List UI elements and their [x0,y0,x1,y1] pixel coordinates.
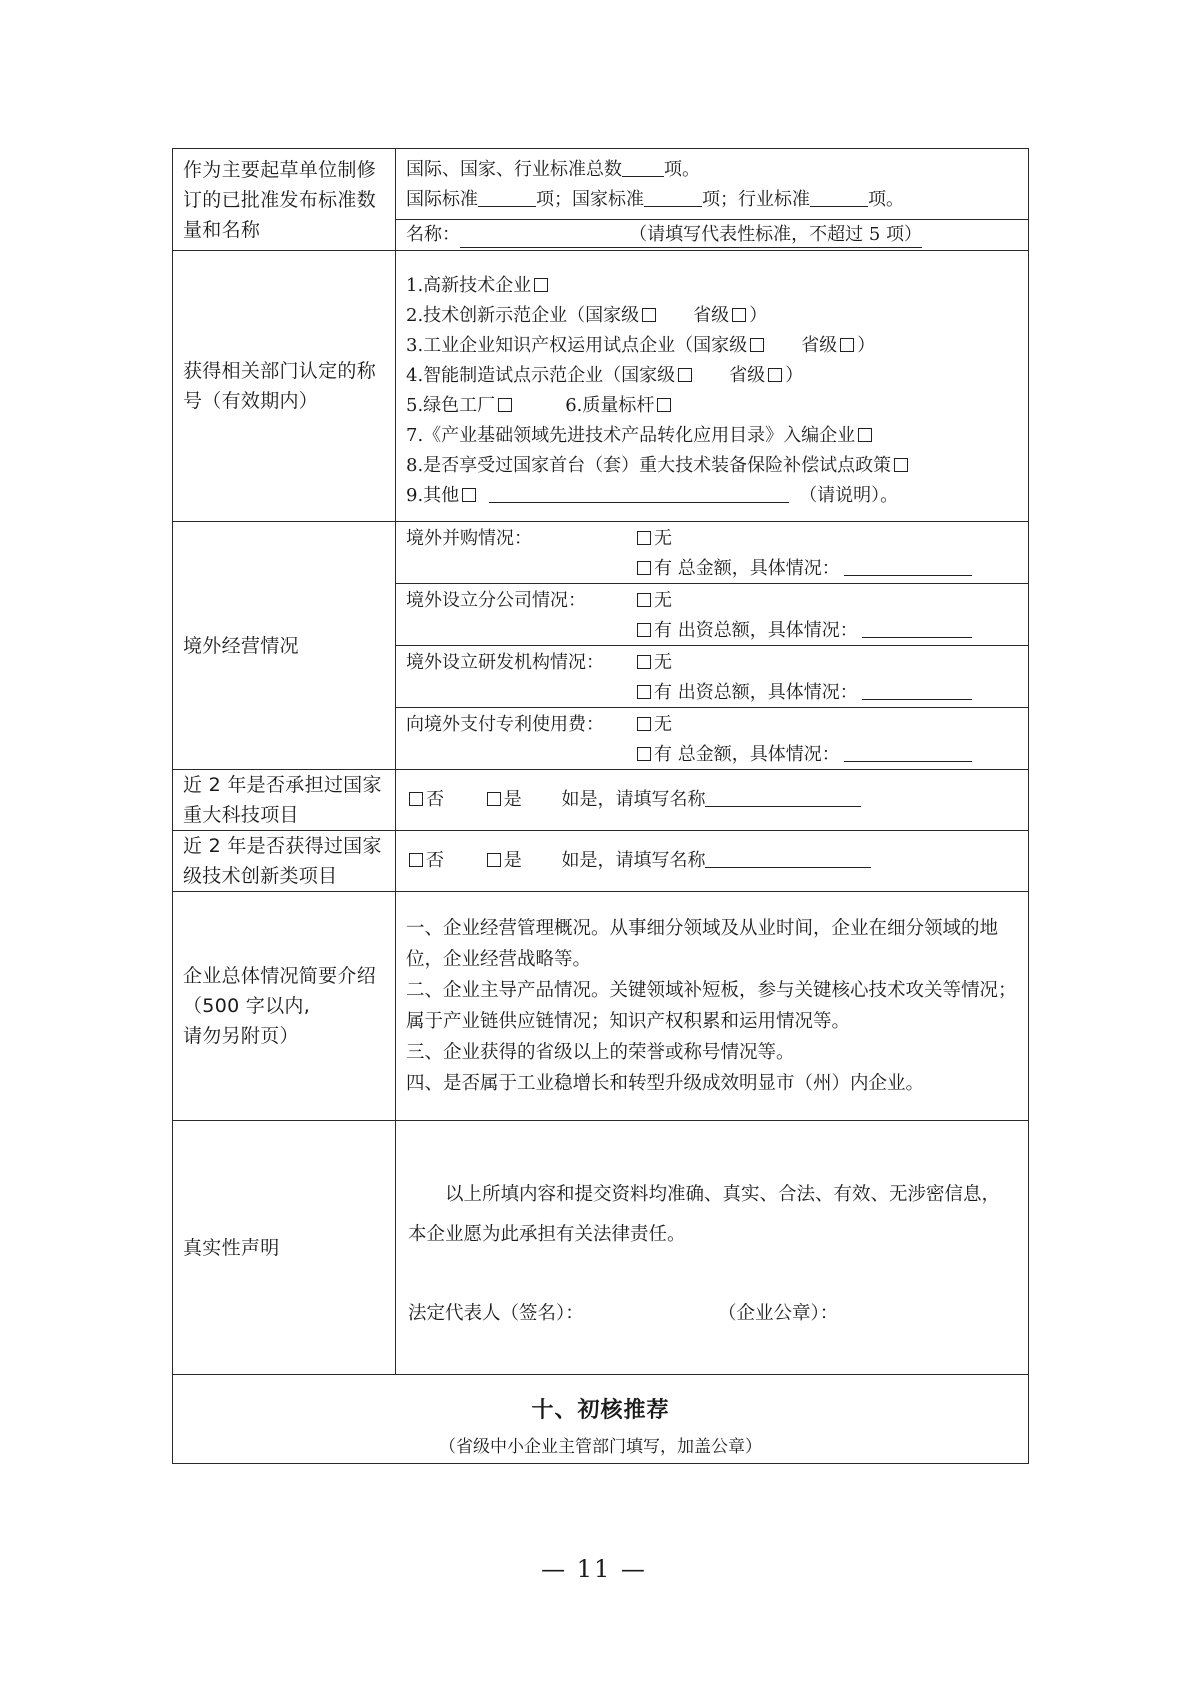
innovation-project-fill-label: 如是，请填写名称 [561,850,706,871]
intro-paragraph-1: 一、企业经营管理概况。从事细分领域及从业时间，企业在细分领域的地位，企业经营战略等。 [406,918,999,970]
intro-label-line-1: 企业总体情况简要介绍 [183,965,377,987]
title-item-4-label: 4.智能制造试点示范企业（国家级 [406,365,676,386]
title-item-1-checkbox[interactable] [534,278,548,292]
standards-counts [396,149,1028,220]
standards-total-unit: 项。 [664,159,700,180]
industry-standards-unit: 项。 [868,189,904,210]
title-item-4 [406,361,1018,391]
title-item-2-province-checkbox[interactable] [732,308,746,322]
title-item-3-province-label: 省级 [801,335,838,356]
standards-total-field[interactable] [622,158,664,177]
title-item-9 [406,481,1018,511]
innovation-project-yes-label: 是 [503,850,522,871]
overseas-rd-row [396,646,1028,708]
company-seal[interactable]: （企业公章）： [718,1302,839,1324]
title-item-3-national-checkbox[interactable] [750,338,764,352]
title-item-3-close: ） [857,335,876,356]
title-item-9-checkbox[interactable] [462,488,476,502]
overseas-patent-label: 向境外支付专利使用费： [406,714,604,735]
major-project-yes-checkbox[interactable] [487,792,501,806]
title-item-3-label: 3.工业企业知识产权运用试点企业（国家级 [406,335,748,356]
national-standards-field[interactable] [644,188,702,207]
title-item-4-close: ） [785,365,804,386]
title-item-6-checkbox[interactable] [657,398,671,412]
major-project-yes-label: 是 [503,789,522,810]
major-project-no-checkbox[interactable] [409,792,423,806]
legal-representative-signature[interactable]: 法定代表人（签名）： [408,1302,584,1324]
title-item-3-province-checkbox[interactable] [840,338,854,352]
overseas-label: 境外经营情况 [173,522,396,770]
declaration-text: 以上所填内容和提交资料均准确、真实、合法、有效、无涉密信息，本企业愿为此承担有关法律责任。 [408,1183,1001,1245]
recommend-subtitle: （省级中小企业主管部门填写，加盖公章） [439,1437,762,1457]
overseas-branch-no-checkbox[interactable] [637,593,651,607]
overseas-patent-yes [634,740,972,770]
title-item-2-national-checkbox[interactable] [642,308,656,322]
overseas-rd-no-label: 无 [654,652,672,673]
national-standards-label: 项；国家标准 [536,189,644,210]
title-item-1-label: 1.高新技术企业 [406,275,532,296]
overseas-rd-yes [634,678,972,708]
declaration-label: 真实性声明 [173,1121,396,1375]
overseas-rd-no-checkbox[interactable] [637,655,651,669]
overseas-branch-no [634,586,672,616]
standards-name-hint: （请填写代表性标准，不超过 5 项） [629,224,922,245]
overseas-ma-yes-label: 有 总金额，具体情况： [654,558,840,579]
overseas-branch-label: 境外设立分公司情况： [406,590,586,611]
declaration-content [396,1123,1028,1373]
overseas-patent-no-label: 无 [654,714,672,735]
title-item-4-national-checkbox[interactable] [678,368,692,382]
title-item-4-province-checkbox[interactable] [768,368,782,382]
innovation-project-no-label: 否 [426,850,444,871]
standards-total-label: 国际、国家、行业标准总数 [406,159,622,180]
overseas-branch-no-label: 无 [654,590,672,611]
overseas-rd-no [634,648,672,678]
major-project-no-label: 否 [426,789,444,810]
overseas-branch-yes-label: 有 出资总额，具体情况： [654,620,858,641]
innovation-project-label: 近 2 年是否获得过国家级技术创新类项目 [173,831,396,892]
overseas-patent-yes-checkbox[interactable] [637,747,651,761]
intro-content[interactable] [396,892,1029,1121]
intro-label-line-2: （500 字以内, [183,995,311,1017]
intro-paragraph-4: 四、是否属于工业稳增长和转型升级成效明显市（州）内企业。 [406,1073,925,1094]
intl-standards-label: 国际标准 [406,189,478,210]
overseas-rd-label: 境外设立研发机构情况： [406,652,604,673]
overseas-branch-row [396,584,1028,646]
title-item-7-checkbox[interactable] [858,428,872,442]
industry-standards-label: 项；行业标准 [702,189,810,210]
overseas-ma-label: 境外并购情况： [406,528,532,549]
title-item-9-label: 9.其他 [406,485,460,506]
title-item-2-close: ） [749,305,768,326]
intro-row [173,892,1029,1121]
overseas-rd-yes-checkbox[interactable] [637,685,651,699]
major-project-label: 近 2 年是否承担过国家重大科技项目 [173,770,396,831]
overseas-rd-yes-label: 有 出资总额，具体情况： [654,682,858,703]
intro-label [173,892,396,1121]
standards-row [173,149,1029,251]
overseas-ma-no-label: 无 [654,528,672,549]
overseas-ma-field[interactable] [844,557,972,576]
title-item-2 [406,301,1018,331]
innovation-project-no-checkbox[interactable] [409,853,423,867]
overseas-ma-yes [634,554,972,584]
title-item-3 [406,331,1018,361]
innovation-project-row [173,831,1029,892]
title-item-2-province-label: 省级 [693,305,730,326]
title-item-7 [406,421,1018,451]
overseas-ma-row [396,522,1028,584]
title-item-2-label: 2.技术创新示范企业（国家级 [406,305,640,326]
title-item-9-hint: （请说明）。 [799,485,899,506]
title-item-9-field[interactable] [489,484,789,503]
titles-label: 获得相关部门认定的称号（有效期内） [173,251,396,522]
title-item-8 [406,451,1018,481]
overseas-ma-yes-checkbox[interactable] [637,561,651,575]
major-project-name-field[interactable] [705,788,861,807]
title-item-7-label: 7.《产业基础领域先进技术产品转化应用目录》入编企业 [406,425,856,446]
title-item-5-checkbox[interactable] [498,398,512,412]
overseas-ma-no [634,524,672,554]
recommend-row [173,1375,1029,1464]
standards-names [396,220,1028,250]
intl-standards-field[interactable] [478,188,536,207]
titles-row [173,251,1029,522]
recommend-title: 十、初核推荐 [531,1397,670,1423]
standards-name-field[interactable] [460,223,922,248]
title-item-5-label: 5.绿色工厂 [406,395,496,416]
page-number: — 11 — [541,1555,647,1583]
title-item-8-label: 8.是否享受过国家首台（套）重大技术装备保险补偿试点政策 [406,455,892,476]
overseas-branch-yes-checkbox[interactable] [637,623,651,637]
application-form-table [172,148,1029,1464]
overseas-rd-field[interactable] [862,681,972,700]
recommend-cell [173,1375,1029,1464]
overseas-ma-no-checkbox[interactable] [637,531,651,545]
industry-standards-field[interactable] [810,188,868,207]
innovation-project-name-field[interactable] [705,849,871,868]
title-item-6-label: 6.质量标杆 [565,395,655,416]
title-item-5-6 [406,391,1018,421]
overseas-patent-no [634,710,672,740]
overseas-patent-no-checkbox[interactable] [637,717,651,731]
innovation-project-yes-checkbox[interactable] [487,853,501,867]
title-item-8-checkbox[interactable] [894,458,908,472]
overseas-row [173,522,1029,770]
overseas-patent-field[interactable] [844,743,972,762]
title-item-4-province-label: 省级 [729,365,766,386]
standards-label: 作为主要起草单位制修订的已批准发布标准数量和名称 [173,149,396,251]
standards-name-label: 名称： [406,224,460,245]
title-item-1 [406,271,1018,301]
overseas-branch-field[interactable] [862,619,972,638]
intro-paragraph-2: 二、企业主导产品情况。关键领域补短板，参与关键核心技术攻关等情况；属于产业链供应链情况；知识产权积累和运用情况等。 [406,980,1017,1032]
overseas-patent-row [396,708,1028,769]
overseas-patent-yes-label: 有 总金额，具体情况： [654,744,840,765]
overseas-branch-yes [634,616,972,646]
intro-paragraph-3: 三、企业获得的省级以上的荣誉或称号情况等。 [406,1042,795,1063]
major-project-row [173,770,1029,831]
major-project-fill-label: 如是，请填写名称 [561,789,706,810]
declaration-row [173,1121,1029,1375]
intro-label-line-3: 请勿另附页） [183,1025,299,1047]
